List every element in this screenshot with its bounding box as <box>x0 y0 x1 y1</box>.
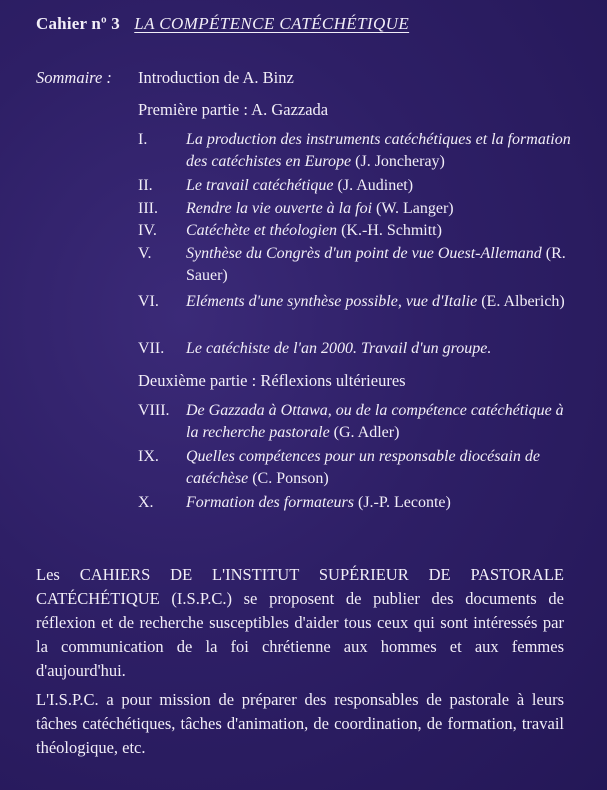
toc-title: De Gazzada à Ottawa, ou de la compétence catéchétique à la recherche pastorale <box>186 402 564 441</box>
toc-title: Le catéchiste de l'an 2000. Travail d'un groupe. <box>186 340 492 357</box>
toc-numeral: IV. <box>138 222 157 239</box>
cahier-title: LA COMPÉTENCE CATÉCHÉTIQUE <box>134 14 410 33</box>
cahier-number: Cahier nº 3 <box>36 14 121 33</box>
part-one-heading: Première partie : A. Gazzada <box>138 100 329 119</box>
toc-title: Quelles compétences pour un responsable diocésain de catéchèse <box>186 448 540 487</box>
toc-title: Eléments d'une synthèse possible, vue d'Italie <box>186 293 478 310</box>
toc-numeral: VIII. <box>138 402 170 419</box>
toc-title: Rendre la vie ouverte à la foi <box>186 200 373 217</box>
toc-title: Synthèse du Congrès d'un point de vue Ouest-Allemand <box>186 245 542 262</box>
toc-numeral: VI. <box>138 293 159 310</box>
toc-author: (G. Adler) <box>333 424 400 441</box>
toc-numeral: I. <box>138 131 148 148</box>
header <box>36 14 409 34</box>
toc-numeral: X. <box>138 494 154 511</box>
toc-numeral: II. <box>138 177 153 194</box>
ispc-description-paragraph: Les CAHIERS DE L'INSTITUT SUPÉRIEUR DE PASTORALE CATÉCHÉTIQUE (I.S.P.C.) se proposent de publier des documents de réflexion et de recherche susceptibles d'aider tous ceux qui sont intéressés par la communication de la foi chrétienne aux hommes et aux femmes d'aujourd'hui. <box>36 565 564 680</box>
toc-numeral: IX. <box>138 448 159 465</box>
toc-author: (C. Ponson) <box>252 470 329 487</box>
toc-title: Le travail catéchétique <box>186 177 334 194</box>
toc-numeral: V. <box>138 245 152 262</box>
introduction-line: Introduction de A. Binz <box>138 68 294 87</box>
part-two-heading: Deuxième partie : Réflexions ultérieures <box>138 371 406 390</box>
toc-author: (J. Joncheray) <box>355 153 445 170</box>
toc-title: Catéchète et théologien <box>186 222 338 239</box>
toc-author: (J. Audinet) <box>337 177 414 194</box>
toc-numeral: VII. <box>138 340 165 357</box>
toc-author: (R. Sauer) <box>186 245 566 284</box>
toc-author: (K.-H. Schmitt) <box>341 222 442 239</box>
toc-title: Formation des formateurs <box>186 494 354 511</box>
toc-author: (J.-P. Leconte) <box>358 494 451 511</box>
toc-title: La production des instruments catéchétiques et la formation des catéchistes en Europe <box>186 131 571 170</box>
sommaire-label: Sommaire : <box>36 68 112 87</box>
toc-author: (W. Langer) <box>376 200 454 217</box>
ispc-mission-paragraph: L'I.S.P.C. a pour mission de préparer des responsables de pastorale à leurs tâches catéchétiques, tâches d'animation, de coordination, de formation, travail théologique, etc. <box>36 690 564 757</box>
toc-numeral: III. <box>138 200 158 217</box>
toc-author: (E. Alberich) <box>481 293 565 310</box>
